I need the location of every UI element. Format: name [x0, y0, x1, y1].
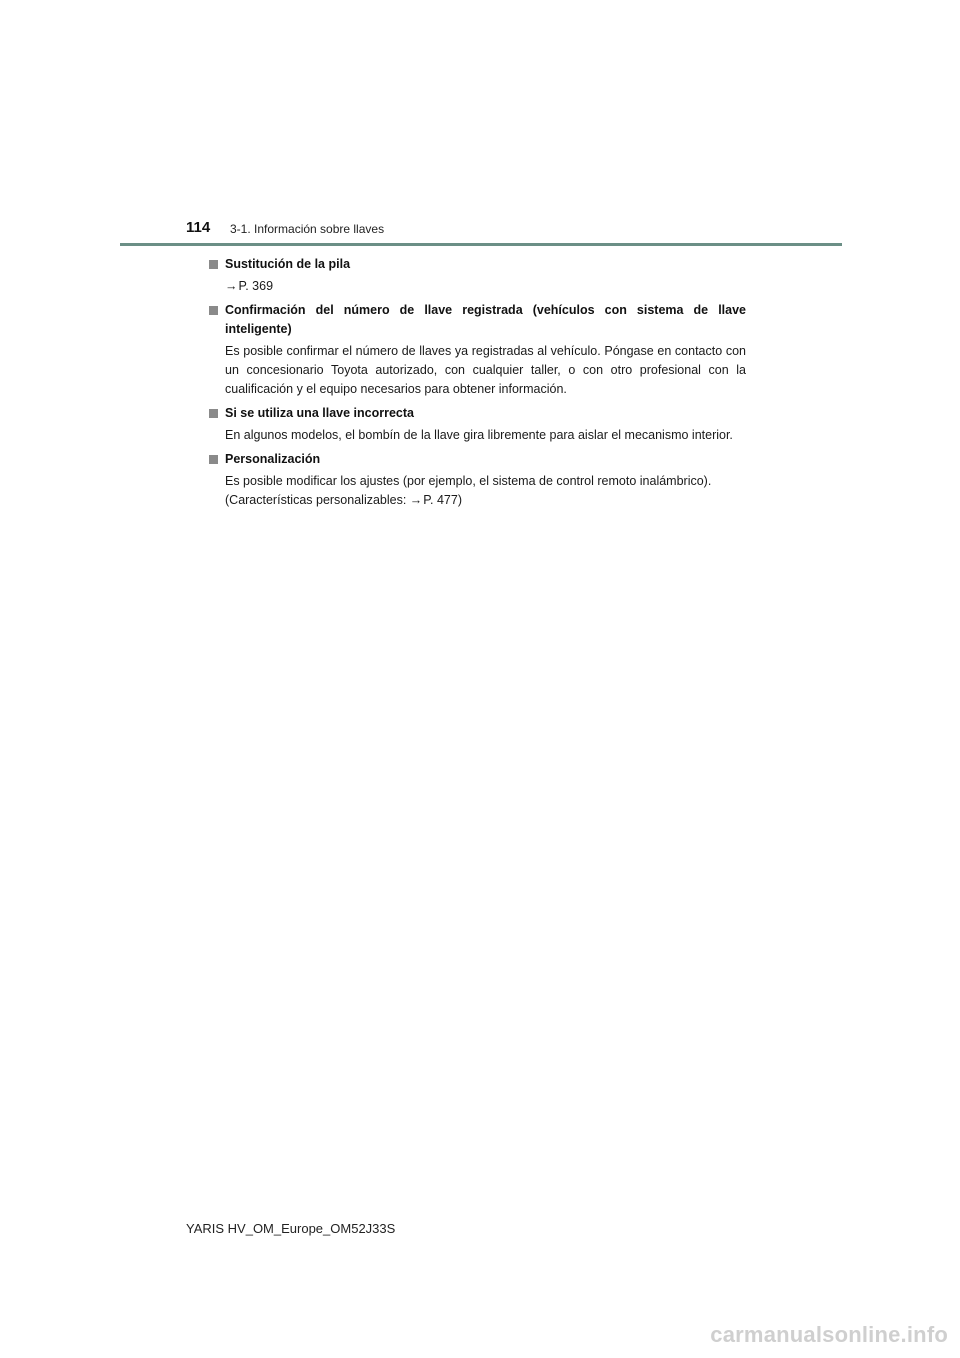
page-number: 114	[186, 219, 211, 236]
page-reference-link[interactable]: P. 369	[238, 279, 274, 293]
reference-prefix: (Características personalizables:	[225, 493, 410, 507]
heading-text: Si se utiliza una llave incorrecta	[225, 406, 414, 420]
content-area	[208, 255, 746, 515]
square-bullet-icon	[209, 409, 218, 418]
item-customization	[208, 450, 746, 510]
item-heading	[208, 255, 746, 274]
item-key-number-confirmation	[208, 301, 746, 399]
item-body	[208, 472, 746, 510]
section-title: 3-1. Información sobre llaves	[230, 222, 385, 236]
item-heading	[208, 301, 746, 339]
heading-text: Personalización	[225, 452, 321, 466]
item-heading	[208, 404, 746, 423]
page-reference-link[interactable]: P. 477)	[423, 493, 462, 507]
item-heading	[208, 450, 746, 469]
arrow-right-icon: →	[409, 493, 423, 507]
item-battery-replacement	[208, 255, 746, 296]
item-body: En algunos modelos, el bombín de la llave gira libremente para aislar el mecanismo interior.	[225, 428, 733, 442]
heading-text: Sustitución de la pila	[225, 257, 351, 271]
item-body	[208, 277, 746, 296]
square-bullet-icon	[209, 306, 218, 315]
footer-document-code: YARIS HV_OM_Europe_OM52J33S	[186, 1221, 396, 1236]
body-text: Es posible modificar los ajustes (por ejemplo, el sistema de control remoto inalámbrico).	[225, 474, 712, 488]
square-bullet-icon	[209, 260, 218, 269]
square-bullet-icon	[209, 455, 218, 464]
customization-reference	[225, 491, 746, 510]
watermark: carmanualsonline.info	[710, 1322, 948, 1347]
arrow-right-icon: →	[225, 279, 238, 293]
header-rule	[120, 243, 842, 246]
item-body: Es posible confirmar el número de llaves ya registradas al vehículo. Póngase en contacto con un concesionario Toyota autorizado, con cualquier taller, o con otro profesional con la cualificación y el equipo necesarios para obtener información.	[225, 344, 746, 396]
item-incorrect-key	[208, 404, 746, 445]
heading-text: Confirmación del número de llave registrada (vehículos con sistema de llave inteligente)	[225, 303, 746, 336]
